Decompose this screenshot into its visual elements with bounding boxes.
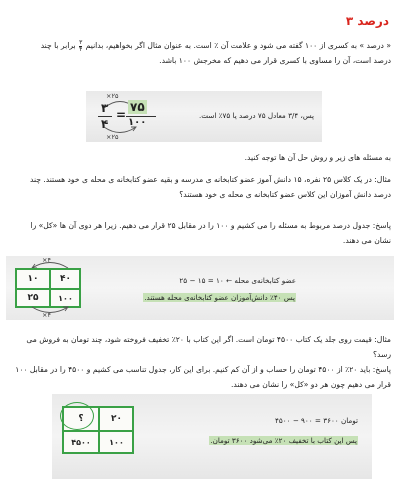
fig2-line2-text: پس ۴۰٪ دانش‌آموزان عضو کتابخانه‌ی محله هستند. xyxy=(144,293,295,302)
example2-answer: پاسخ: باید ۲۰٪ از ۴۵۰۰ تومان را حساب و از آن کم کنیم. برای این کار، جدول تناسب می کشیم و ۴۵۰۰ را در مقابل ۱۰۰ قرار می دهیم چون هر دو «کل» را نشان می دهند. xyxy=(15,365,391,389)
fig2-table xyxy=(15,268,81,308)
fig2-cell: ۱۰۰ xyxy=(58,293,73,303)
fig2-line2 xyxy=(143,293,296,302)
fig2-cell: ۱۰ xyxy=(27,274,39,284)
fig2-line1: عضو کتابخانه‌ی محله ← ۱۰ = ۱۵ − ۲۵ xyxy=(179,276,296,285)
proportion-table-figure xyxy=(6,256,394,320)
fig2-multiplier-bottom: ×۴ xyxy=(42,311,51,319)
example2-question: مثال: قیمت روی جلد یک کتاب ۴۵۰۰ تومان است. اگر این کتاب با ۲۰٪ تخفیف فروخته شود، چند تومان به فروش می رسد؟ xyxy=(26,335,391,359)
fraction-figure xyxy=(86,91,322,142)
fig1-caption: پس، ۳/۴ معادل ۷۵ درصد یا ۷۵٪ است. xyxy=(198,111,314,120)
fig1-multiplier-top: ×۲۵ xyxy=(106,92,119,100)
fig2-cell: ۴۰ xyxy=(60,274,71,284)
fig1-right-numerator: ۷۵ xyxy=(130,100,145,114)
fig1-equals: = xyxy=(116,108,127,122)
fig1-multiplier-bottom: ×۲۵ xyxy=(106,133,119,141)
fig1-left-numerator: ۳ xyxy=(101,101,109,115)
intro-fraction-denominator: ۴ xyxy=(79,45,83,53)
fig3-circle-mark xyxy=(60,402,94,430)
intro-text-1: « درصد » به کسری از ۱۰۰ گفته می شود و علامت آن ٪ است. به عنوان مثال اگر بخواهیم، بدانیم xyxy=(85,41,391,50)
fig1-left-denominator: ۴ xyxy=(101,117,109,131)
fig3-cell: ۱۰۰ xyxy=(109,438,124,447)
page-title: درصد ۳ xyxy=(345,14,389,28)
fig3-cell: ؟ xyxy=(78,414,84,424)
example1-question: مثال: در یک کلاس ۲۵ نفره، ۱۵ دانش آموز عضو کتابخانه ی مدرسه و بقیه عضو کتابخانه ی محله ی خود هستند. چند درصد دانش آموزان این کلاس عضو کتابخانه ی محله ی خود هستند؟ xyxy=(29,175,391,199)
intro-text-2: برابر با چند xyxy=(40,41,76,50)
fig3-cell: ۲۰ xyxy=(111,414,122,424)
fig3-line1: تومان ۳۶۰۰ = ۹۰۰ − ۴۵۰۰ xyxy=(274,416,358,425)
example1-answer: پاسخ: جدول درصد مربوط به مسئله را می کشیم و ۱۰۰ را در مقابل ۲۵ قرار می دهیم. زیرا هر دوی آن ها «کل» را نشان می دهند. xyxy=(30,221,391,245)
fig3-cell: ۴۵۰۰ xyxy=(71,438,91,447)
note-text: به مسئله های زیر و روش حل آن ها توجه کنید. xyxy=(244,153,391,162)
fig2-multiplier-top: ×۴ xyxy=(42,256,51,264)
fig3-line2 xyxy=(209,436,358,445)
fig3-line2-text: پس این کتاب با تخفیف ۲۰٪ می‌شود ۳۶۰۰ تومان. xyxy=(210,436,357,445)
discount-table-figure xyxy=(52,394,372,479)
fig2-cell: ۲۵ xyxy=(27,293,39,303)
intro-fraction xyxy=(79,40,82,53)
intro-fraction-numerator: ۳ xyxy=(79,38,83,46)
intro-paragraph xyxy=(13,38,391,68)
intro-text-3: درصد است، آن را مساوی با کسری قرار می دهیم که مخرجش ۱۰۰ باشد. xyxy=(159,56,391,65)
fig1-right-denominator: ۱۰۰ xyxy=(128,117,147,128)
